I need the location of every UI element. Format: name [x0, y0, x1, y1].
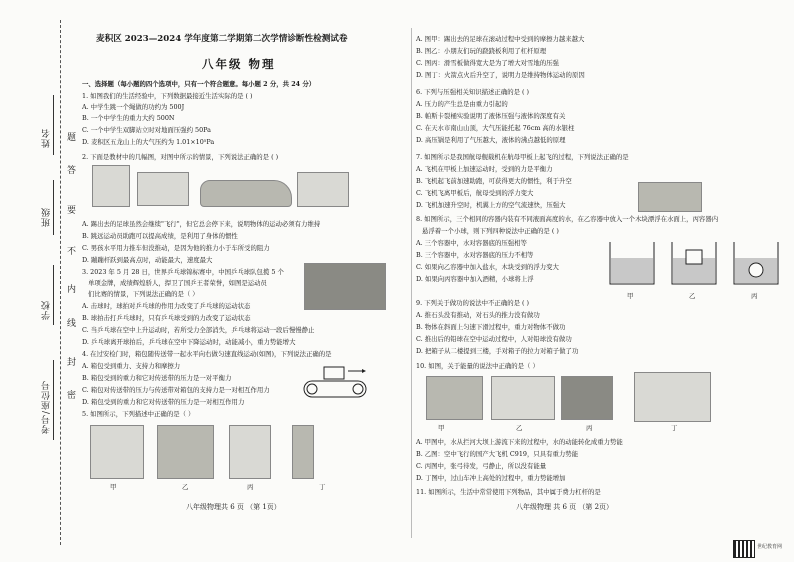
q7-option-c: C. 飞机飞离甲板后，航母受到的浮力变大	[416, 189, 534, 197]
qr-code-icon	[733, 540, 755, 558]
q4-stem: 4. 在过安检门时，箱包随传送带一起水平向右做匀速直线运动(如图)，下列说法正确的是	[82, 350, 332, 358]
page-2	[416, 0, 786, 562]
figure-table-tennis-photo	[304, 263, 386, 310]
fig-label: 丁	[671, 424, 678, 432]
figure-carrier-jet	[638, 182, 702, 212]
q2-option-c: C. 男孩水平用力推车但没推动，是因为他的推力小于车所受的阻力	[82, 244, 270, 252]
seal-char: 封	[65, 357, 75, 366]
exam-number-underline	[53, 360, 54, 440]
q6-option-d: D. 高压锅是利用了气压越大，液体的沸点越低的原理	[416, 136, 566, 144]
q8-option-d: D. 如果向丙容器中加入酒精，小球将上浮	[416, 275, 534, 283]
figure-roller-coaster	[634, 372, 711, 422]
figure-soccer-ball	[90, 425, 144, 479]
q8-stem-line1: 8. 如图所示，三个相同的容器内装有不同液面高度的水，在乙容器中放入一个木块漂浮在水面上，丙容器内	[416, 215, 719, 223]
seal-dashed-line	[60, 20, 61, 545]
q5-option-b: B. 图乙：小朋友们玩的跷跷板利用了杠杆原理	[416, 47, 547, 55]
seal-char: 要	[65, 205, 75, 214]
tank-label: 乙	[689, 292, 696, 300]
q3-option-c: C. 当乒乓球在空中上升运动时，若所受力全部消失，乒乓球将运动一段后慢慢静止	[82, 326, 315, 334]
seal-char: 内	[65, 284, 75, 293]
q9-option-b: B. 物体在斜面上匀速下滑过程中，重力对物体不做功	[416, 323, 566, 331]
q5-option-d: D. 图丁：火箭点火后升空了，说明力是维持物体运动的原因	[416, 71, 585, 79]
school-label: 学校	[42, 300, 52, 320]
q5-option-c: C. 图丙：滑雪板做得宽大是为了增大对雪地的压强	[416, 59, 559, 67]
q9-option-d: D. 把箱子从二楼提到三楼，手对箱子的拉力对箱子做了功	[416, 347, 579, 355]
q8-option-c: C. 如果向乙容器中加入盐水，木块受到的浮力变大	[416, 263, 559, 271]
q2-option-d: D. 蹦蹦杆跃到最高点时，动能最大，速度最大	[82, 256, 213, 264]
name-underline	[53, 95, 54, 155]
q6-option-b: B. 帕斯卡裂桶实验说明了液体压强与液体的深度有关	[416, 112, 566, 120]
fig-label: 丙	[247, 483, 254, 491]
q7-option-b: B. 飞机起飞前加速助跑，可获得更大的惯性，利于升空	[416, 177, 572, 185]
watermark-logo: 世纪教育网	[757, 544, 783, 550]
q2-option-a: A. 踢出去的足球虽然会继续"飞行"，但它总会停下来，说明物体的运动必须有力维持	[82, 220, 321, 228]
exam-number-label: 考号/座位号	[42, 380, 52, 435]
q8-option-b: B. 三个容器中，水对容器底的压力不相等	[416, 251, 534, 259]
figure-skier	[229, 425, 271, 479]
exam-title: 麦积区 2023—2024 学年度第二学期第二次学情诊断性检测试卷	[96, 34, 348, 44]
q2-stem: 2. 下面是教材中的几幅图，对图中所示的情景，下列说法正确的是 ( )	[82, 153, 279, 161]
figure-push-car	[200, 180, 292, 207]
seal-char: 答	[65, 165, 75, 174]
q3-stem-line3: 们比赛的情景，下列说法正确的是（ ）	[88, 290, 199, 298]
figure-conveyor-belt	[300, 365, 370, 405]
fig-label: 丙	[586, 424, 593, 432]
q4-option-a: A. 箱包受到重力、支持力和摩擦力	[82, 362, 181, 370]
q10-stem: 10. 如图，关于能量的说法中正确的是（ ）	[416, 362, 539, 370]
q3-stem-line1: 3. 2023 年 5 月 28 日，世界乒乓球锦标赛中，中国乒乓球队包揽 5 个	[82, 268, 284, 276]
q1-option-c: C. 一个中学生双脚站立时对地面压强约 50Pa	[82, 126, 211, 134]
fig-label: 甲	[438, 424, 445, 432]
section-heading: 一、选择题（每小题的四个选项中，只有一个符合题意。每小题 2 分，共 24 分）	[82, 80, 316, 88]
q9-option-a: A. 推石头没有推动，对石头的推力没有做功	[416, 311, 540, 319]
class-label: 班级	[42, 207, 52, 227]
q10-option-a: A. 甲图中，水从拦河大坝上游流下来的过程中，水的动能转化成重力势能	[416, 438, 623, 446]
exam-subtitle: 八年级 物理	[202, 57, 276, 71]
q3-option-d: D. 乒乓球离开球拍后，乒乓球在空中下降运动时，动能减小，重力势能增大	[82, 338, 296, 346]
figure-three-tanks	[606, 240, 786, 290]
q3-option-a: A. 击球时，球拍对乒乓球的作用力改变了乒乓球的运动状态	[82, 302, 251, 310]
q8-stem-line2: 悬浮着一个小球，则下列四种说法中正确的是 ( )	[422, 227, 559, 235]
q6-stem: 6. 下列与压强相关知识描述正确的是 ( )	[416, 88, 530, 96]
class-underline	[53, 180, 54, 235]
q6-option-a: A. 压力的产生总是由重力引起的	[416, 100, 508, 108]
q11-stem: 11. 如图所示，生活中常常使用下列物品，其中属于费力杠杆的是	[416, 488, 601, 496]
tank-label: 丙	[751, 292, 758, 300]
q9-option-c: C. 推出后的铅球在空中运动过程中，人对铅球没有做功	[416, 335, 572, 343]
page-1	[82, 0, 412, 562]
q4-option-d: D. 箱包受到的重力和它对传送带的压力是一对相互作用力	[82, 398, 245, 406]
q7-option-a: A. 飞机在甲板上加速运动时，受到的力是平衡力	[416, 165, 553, 173]
q9-stem: 9. 下列关于做功的说法中不正确的是 ( )	[416, 299, 530, 307]
q10-option-b: B. 乙图：空中飞行的国产大飞机 C919，只具有重力势能	[416, 450, 579, 458]
q10-option-d: D. 丁图中，过山车冲上高处的过程中，重力势能增加	[416, 474, 566, 482]
seal-char: 不	[65, 246, 75, 255]
name-label: 姓名	[42, 128, 52, 148]
fig-label: 乙	[182, 483, 189, 491]
q10-option-c: C. 丙图中，张弓待发，弓静止，所以没有能量	[416, 462, 547, 470]
q3-option-b: B. 球拍击打乒乓球时，只有乒乓球受到的力改变了运动状态	[82, 314, 251, 322]
seal-char: 线	[65, 318, 75, 327]
q2-option-b: B. 跳远运动员助跑可以提高成绩，是利用了身体的惯性	[82, 232, 238, 240]
fig-label: 乙	[516, 424, 523, 432]
seal-char: 题	[65, 132, 75, 141]
q1-option-d: D. 麦积区五龙山上的大气压约为 1.01×10⁵Pa	[82, 138, 215, 146]
q3-stem-line2: 单项金牌，成绩辉煌骄人，捍卫了国乒王者荣誉，如图是运动员	[88, 279, 267, 287]
q4-option-b: B. 箱包受到的重力和它对传送带的压力是一对平衡力	[82, 374, 232, 382]
page-2-footer: 八年级物理 共 6 页 （第 2页）	[516, 503, 614, 511]
q1-option-b: B. 一个中学生的重力大约 500N	[82, 114, 175, 122]
figure-soccer-kick	[92, 165, 130, 207]
figure-archer	[561, 376, 613, 420]
figure-rocket	[292, 425, 314, 479]
figure-c919-plane	[491, 376, 555, 420]
figure-long-jump	[137, 172, 189, 206]
q1-stem: 1. 如图我们的生活经验中，下列数据最接近生活实际的是 ( )	[82, 92, 253, 100]
q1-option-a: A. 中学生跳一个绳做的功约为 500J	[82, 103, 185, 111]
figure-seesaw	[157, 425, 214, 479]
q5-option-a: A. 图甲：踢出去的足球在滚动过程中受到的摩擦力越来越大	[416, 35, 585, 43]
q7-stem: 7. 如图所示是我国航母舰载机在航母甲板上起飞的过程，下列说法正确的是	[416, 153, 629, 161]
fig-label: 甲	[110, 483, 117, 491]
q8-option-a: A. 三个容器中，水对容器底的压强相等	[416, 239, 527, 247]
q4-option-c: C. 箱包对传送带的压力与传送带对箱包的支持力是一对相互作用力	[82, 386, 270, 394]
q5-stem: 5. 如图所示，下列描述中正确的是（ ）	[82, 410, 195, 418]
binding-margin	[0, 0, 78, 562]
seal-char: 密	[65, 390, 75, 399]
fig-label: 丁	[319, 483, 326, 491]
q7-option-d: D. 飞机加速升空时，机翼上方的空气流速快，压强大	[416, 201, 566, 209]
figure-pogo-stick	[297, 172, 349, 207]
school-underline	[53, 265, 54, 325]
tank-label: 甲	[627, 292, 634, 300]
figure-dam	[426, 376, 483, 420]
q6-option-c: C. 在天水市南山山顶，大气压能托起 76cm 高的水银柱	[416, 124, 575, 132]
page-1-footer: 八年级物理共 6 页 （第 1页）	[186, 503, 281, 511]
